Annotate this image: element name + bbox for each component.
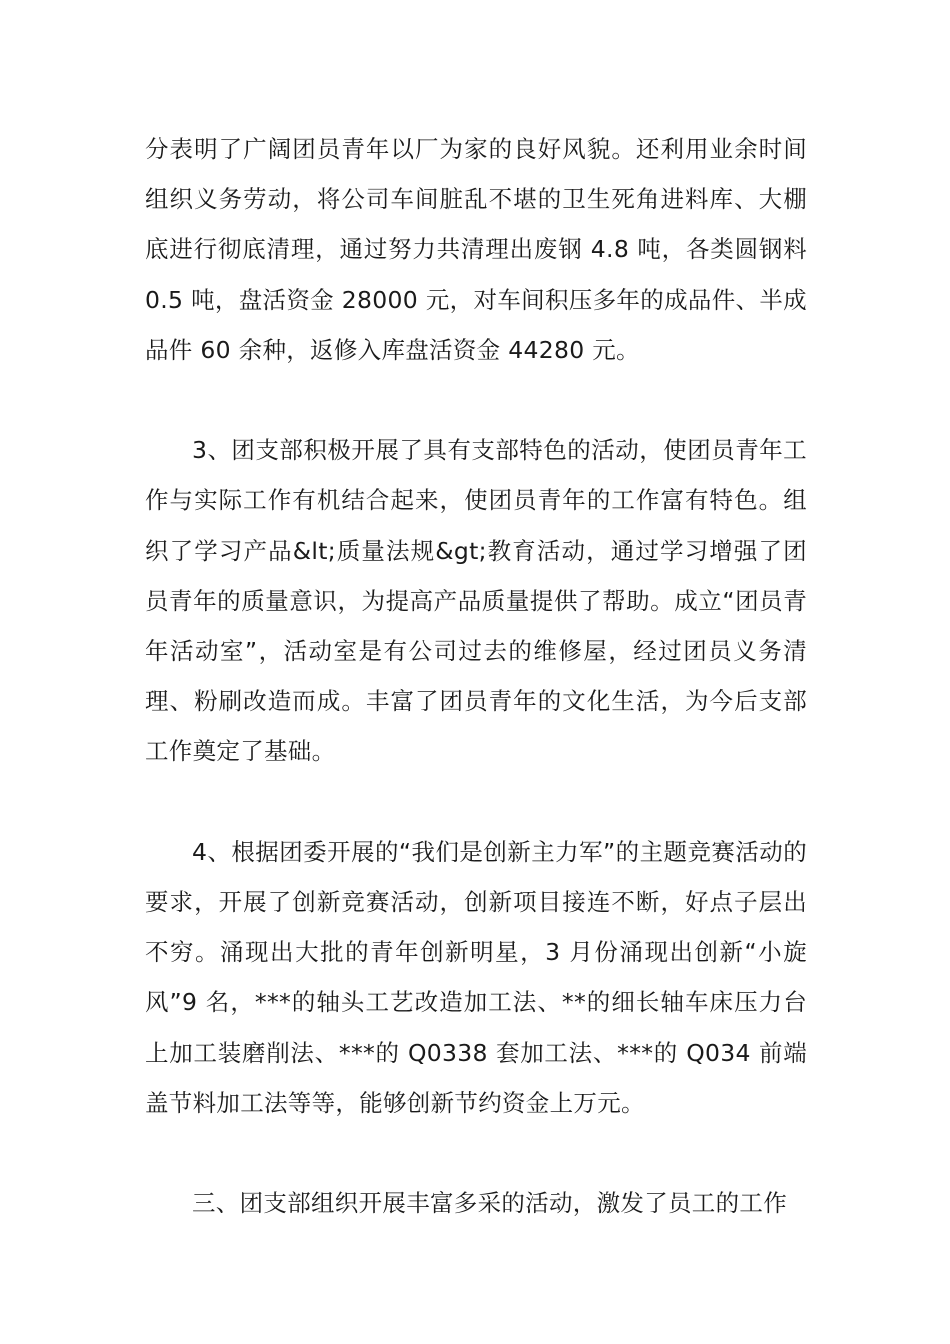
document-body [145, 124, 807, 1228]
paragraph-3: 4、根据团委开展的“我们是创新主力军”的主题竞赛活动的要求，开展了创新竞赛活动，创新项目接连不断，好点子层出不穷。涌现出大批的青年创新明星，3 月份涌现出创新“小旋风”9 名，***的轴头工艺改造加工法、**的细长轴车床压力台上加工装磨削法、***的 Q0338 套加工法、***的 Q034 前端盖节料加工法等等，能够创新节约资金上万元。 [145, 837, 807, 1117]
paragraph-1: 分表明了广阔团员青年以厂为家的良好风貌。还利用业余时间组织义务劳动，将公司车间脏乱不堪的卫生死角进料库、大棚底进行彻底清理，通过努力共清理出废钢 4.8 吨，各类圆钢料 0.5 吨，盘活资金 28000 元，对车间积压多年的成品件、半成品件 60 余种，返修入库盘活资金 44280 元。 [145, 135, 807, 364]
paragraph-2: 3、团支部积极开展了具有支部特色的活动，使团员青年工作与实际工作有机结合起来，使团员青年的工作富有特色。组织了学习产品&lt;质量法规&gt;教育活动，通过学习增强了团员青年的质量意识，为提高产品质量提供了帮助。成立“团员青年活动室”，活动室是有公司过去的维修屋，经过团员义务清理、粉刷改造而成。丰富了团员青年的文化生活，为今后支部工作奠定了基础。 [145, 436, 807, 766]
paragraph-4: 三、团支部组织开展丰富多采的活动，激发了员工的工作 [192, 1189, 787, 1218]
